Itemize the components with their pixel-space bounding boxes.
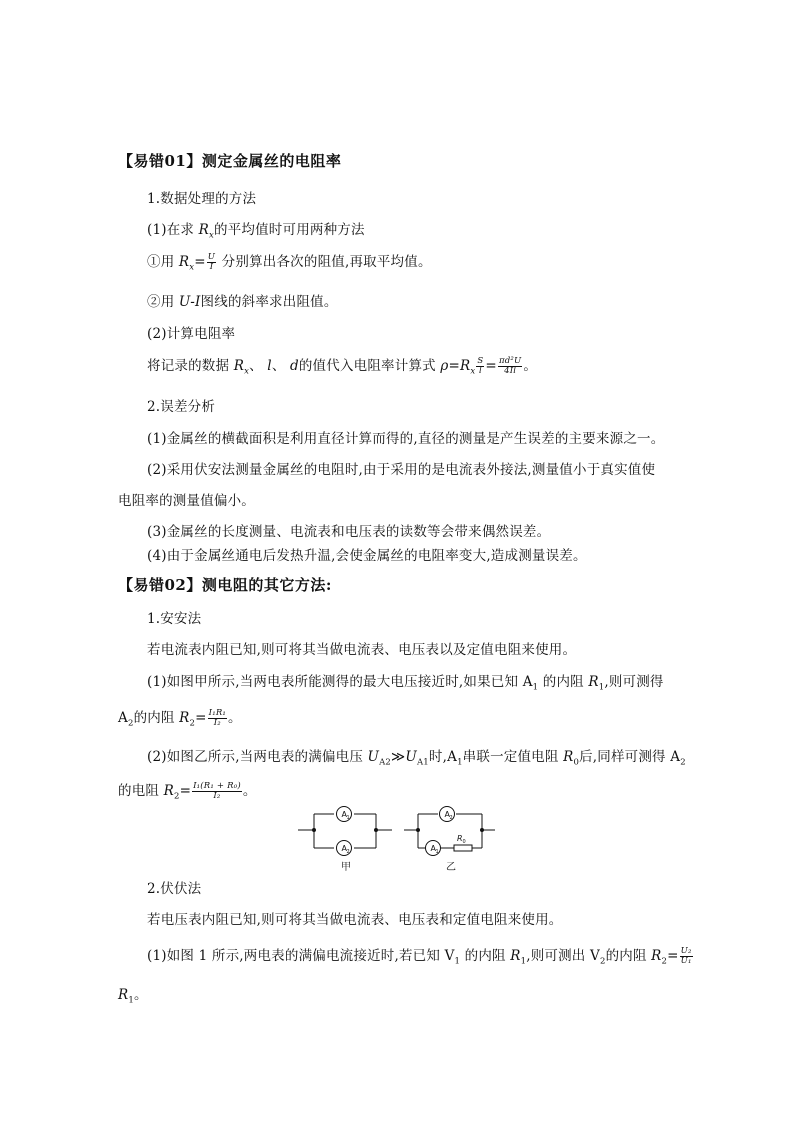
svg-text:1: 1 xyxy=(435,849,439,855)
voltmeter-case-1b: $R_1$。 xyxy=(118,987,148,1006)
fraction-ammeter-1: $\frac{\text{I₁R₁}}{\text{I₂}}$ xyxy=(208,708,227,728)
fraction-voltmeter: $\frac{\text{U₂}}{\text{U₁}}$ xyxy=(680,946,692,966)
caption-yi: 乙 xyxy=(446,862,456,873)
ammeter-case-1b: $A_2$的内阻 $R_2=$ $\frac{\text{I₁R₁}}{\text{I₂}}$ 。 xyxy=(118,708,242,729)
svg-text:A: A xyxy=(444,810,450,819)
section-heading-1: 【易错01】测定金属丝的电阻率 xyxy=(118,152,342,170)
error-item-3: (3)金属丝的长度测量、电流表和电压表的读数等会带来偶然误差。 xyxy=(147,524,551,540)
resistivity-formula-line: 将记录的数据 $R_x$、 l、 d的值代入电阻率计算式 $\rho=R_x$ $\frac{S}{l}$ = $\frac{\text{πd²U}}{4Il}$ 。 xyxy=(147,356,538,377)
resistor-r0 xyxy=(454,834,472,851)
error-item-4: (4)由于金属丝通电后发热升温,会使金属丝的电阻率变大,造成测量误差。 xyxy=(147,548,587,564)
svg-text:R: R xyxy=(457,834,463,843)
voltmeter-method-desc: 若电压表内阻已知,则可将其当做电流表、电压表和定值电阻来使用。 xyxy=(147,912,563,928)
fraction-ammeter-2: $\frac{\text{I₁(R₁ + R₀)}}{\text{I₂}}$ xyxy=(193,781,241,801)
ammeter-a2-yi xyxy=(440,807,455,822)
subheading-calc-resistivity: (2)计算电阻率 xyxy=(147,326,236,342)
subheading-ammeter-method: 1.安安法 xyxy=(147,611,202,627)
circuit-diagrams xyxy=(296,800,496,875)
ammeter-case-2b: 的电阻 $R_2=$ $\frac{\text{I₁(R₁ + R₀)}}{\text{I₂}}$ 。 xyxy=(118,781,257,802)
svg-text:A: A xyxy=(341,844,347,853)
error-item-2b: 电阻率的测量值偏小。 xyxy=(118,493,255,509)
section-heading-2: 【易错02】测电阻的其它方法: xyxy=(118,576,332,594)
method-2: ②用 U-I图线的斜率求出阻值。 xyxy=(147,294,338,310)
caption-jia: 甲 xyxy=(341,862,351,873)
ammeter-method-desc: 若电流表内阻已知,则可将其当做电流表、电压表以及定值电阻来使用。 xyxy=(147,642,577,658)
subheading-error-analysis: 2.误差分析 xyxy=(147,399,216,415)
svg-text:1: 1 xyxy=(346,815,350,821)
svg-text:0: 0 xyxy=(462,839,466,845)
voltmeter-case-1a: (1)如图 1 所示,两电表的满偏电流接近时,若已知 $V_1$ 的内阻 $R_1$,则可测出 $V_2$的内阻 $R_2=$ $\frac{\text{U₂}}{\text{U₁}}$ xyxy=(147,946,692,967)
subheading-data-processing: 1.数据处理的方法 xyxy=(147,191,257,207)
ammeter-a1-jia xyxy=(337,807,352,822)
fraction-u-over-i: $\frac{U}{I}$ xyxy=(207,252,216,272)
ammeter-a2-jia xyxy=(337,841,352,856)
svg-text:2: 2 xyxy=(449,815,453,821)
subheading-voltmeter-method: 2.伏伏法 xyxy=(147,881,202,897)
ammeter-case-1a: (1)如图甲所示,当两电表所能测得的最大电压接近时,如果已知 $A_1$ 的内阻 $R_1$,则可测得 xyxy=(147,674,664,693)
ammeter-a1-yi xyxy=(426,841,441,856)
svg-text:2: 2 xyxy=(346,849,350,855)
ammeter-case-2a: (2)如图乙所示,当两电表的满偏电压 $U_{A2}≫U_{A1}$时$,A_1$串联一定值电阻 $R_0$后,同样可测得 $A_2$ xyxy=(147,749,686,768)
paragraph-average-methods: (1)在求 $R_x$的平均值时可用两种方法 xyxy=(147,222,365,241)
svg-text:A: A xyxy=(430,844,436,853)
fraction-s-over-l: $\frac{S}{l}$ xyxy=(477,356,484,376)
error-item-2a: (2)采用伏安法测量金属丝的电阻时,由于采用的是电流表外接法,测量值小于真实值使 xyxy=(147,462,656,478)
method-1: ①用 $R_x=$ $\frac{U}{I}$ 分别算出各次的阻值,再取平均值。 xyxy=(147,252,432,273)
fraction-resistivity: $\frac{\text{πd²U}}{4Il}$ xyxy=(498,356,522,376)
svg-text:A: A xyxy=(341,810,347,819)
error-item-1: (1)金属丝的横截面积是利用直径计算而得的,直径的测量是产生误差的主要来源之一。 xyxy=(147,431,665,447)
